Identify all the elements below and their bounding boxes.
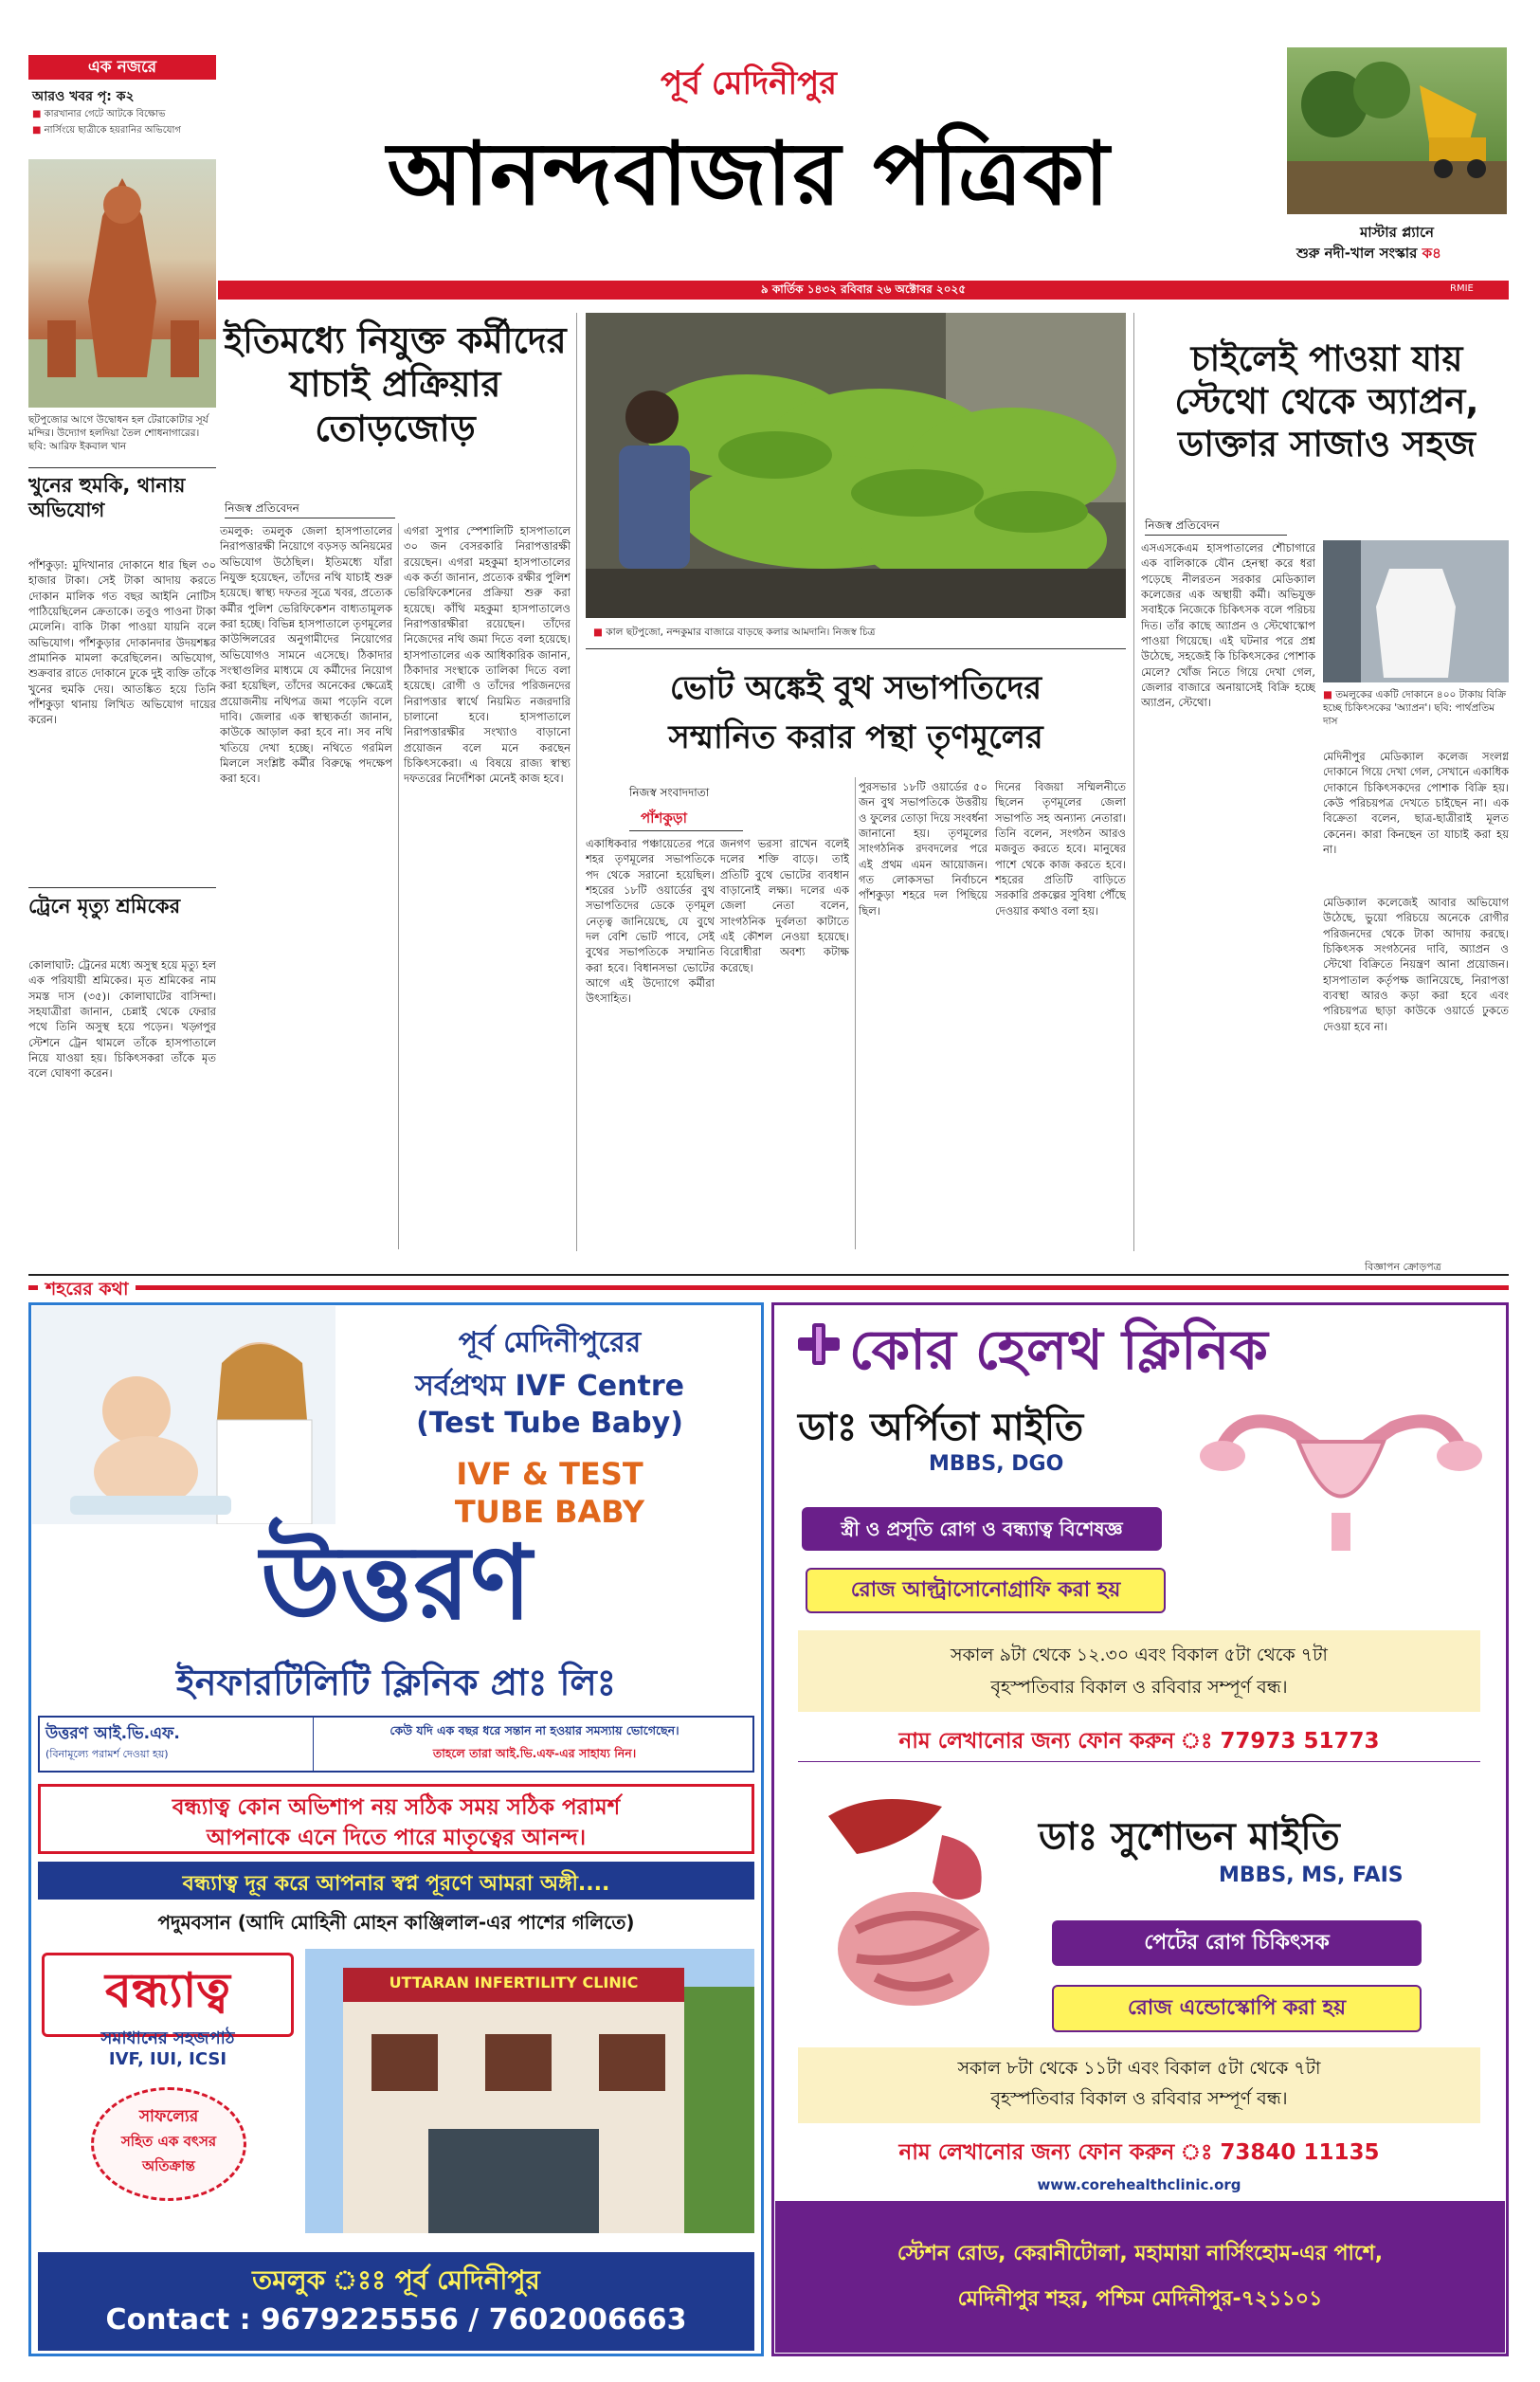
story-a-headline[interactable]: ইতিমধ্যে নিযুক্ত কর্মীদের যাচাই প্রক্রিয়ার তোড়জোড় — [224, 319, 567, 449]
uttaran-box-r2: তাহলে তারা আই.ভি.এফ-এর সাহায্য নিন। — [432, 1746, 637, 1760]
uttaran-red2: আপনাকে এনে দিতে পারে মাতৃত্বের আনন্দ। — [206, 1826, 587, 1850]
svc2-pill: রোজ এন্ডোস্কোপি করা হয় — [1052, 1985, 1422, 2032]
teaser-line2[interactable] — [1296, 243, 1441, 266]
story-b-col3: পুরসভার ১৮টি ওয়ার্ডের ৫০ জন বুথ সভাপতিকে উত্তরীয় ও ফুলের তোড়া দিয়ে সংবর্ধনা জানানো হয়। তৃণমূলের সাংগঠনিক রদবদলের পরে এই প্রথম এমন আয়োজন। গত লোকসভা নির্বাচনে পাঁশকুড়া শহরে দল পিছিয়ে ছিল। — [859, 780, 987, 918]
spec1-pill: স্ত্রী ও প্রসূতি রোগ ও বন্ধ্যাত্ব বিশেষজ্ঞ — [802, 1507, 1162, 1551]
left-story-2: কোলাঘাট: ট্রেনের মধ্যে অসুস্থ হয়ে মৃত্যু হল এক পরিযায়ী শ্রমিকের। মৃত শ্রমিকের নাম সমস্ত দাস (৩৫)। কোলাঘাটের বাসিন্দা। সহযাত্রীরা জানান, চেন্নাই থেকে ফেরার পথে তিনি অসুস্থ হয়ে পড়েন। খড়্গপুর স্টেশনে ট্রেন থামলে তাঁকে হাসপাতালে নিয়ে যাওয়া হয়। চিকিৎসকরা তাঁকে মৃত বলে ঘোষণা করেন। — [28, 958, 216, 1081]
uttaran-footer1: তমলুক ঃঃ পূর্ব মেদিনীপুর — [252, 2264, 540, 2296]
uttaran-address: পদুমবসান (আদি মোহিনী মোহন কাঞ্জিলাল-এর পাশের গলিতে) — [157, 1911, 635, 1934]
story-a-byline: নিজস্ব প্রতিবেদন — [225, 501, 299, 515]
more-news-ref[interactable]: আরও খবর পৃ: ক২ — [32, 89, 135, 104]
story-b-col4: দিনের বিজয়া সম্মিলনীতে ছিলেন তৃণমূলের জেলা সভাপতি সহ অন্যান্য নেতারা। তিনি বলেন, সংগঠন আরও মজবুত করতে হবে। মানুষের পাশে থেকে কাজ করতে হবে। শহরের প্রতিটি বাড়িতে সরকারি প্রকল্পের সুবিধা পৌঁছে দেওয়ার কথাও বলা হয়। — [995, 780, 1126, 918]
core-title: কোর হেলথ ক্লিনিক — [849, 1318, 1268, 1382]
ad-supplement-label: বিজ্ঞাপন ক্রোড়পত্র — [1365, 1261, 1441, 1273]
story-c-byline: নিজস্ব প্রতিবেদন — [1145, 518, 1220, 532]
bulldozer-photo — [1287, 47, 1507, 214]
story-a-col1: তমলুক: তমলুক জেলা হাসপাতালের নিরাপত্তারক্ষী নিয়োগে বড়সড় অনিয়মের অভিযোগ উঠেছিল। ইতিমধ্যে যাঁরা নিযুক্ত হয়েছেন, তাঁদের নথি যাচাই শুরু হয়েছে। স্বাস্থ্য দফতর সূত্রে খবর, প্রত্যেক কর্মীর পুলিশ ভেরিফিকেশন বাধ্যতামূলক করা হচ্ছে। বিভিন্ন হাসপাতালে তৃণমূলের কাউন্সিলরের অনুগামীদের নিয়োগের অভিযোগও সামনে এসেছে। ঠিকাদার সংস্থাগুলির মাধ্যমে যে কর্মীদের নিয়োগ করা হয়েছিল, তাঁদের অনেকের ক্ষেত্রেই প্রয়োজনীয় নথিপত্র জমা পড়েনি বলে দাবি। জেলার এক স্বাস্থ্যকর্তা জানান, কাউকে আড়াল করা হবে না। সব নথি খতিয়ে দেখা হচ্ছে। নথিতে গরমিল মিললে সংশ্লিষ্ট কর্মীর বিরুদ্ধে পদক্ষেপ করা হবে। — [220, 524, 392, 786]
story-b-byline: নিজস্ব সংবাদদাতা — [629, 786, 710, 799]
time2a: সকাল ৮টা থেকে ১১টা এবং বিকাল ৫টা থেকে ৭টা — [957, 2058, 1321, 2079]
uttaran-red1: বন্ধ্যাত্ব কোন অভিশাপ নয় সঠিক সময় সঠিক পরামর্শ — [172, 1795, 621, 1820]
doc1-name: ডাঃ অর্পিতা মাইতি — [798, 1406, 1084, 1449]
core-addr2: মেদিনীপুর শহর, পশ্চিম মেদিনীপুর-৭২১১০১ — [957, 2287, 1323, 2311]
uttaran-l1: পূর্ব মেদিনীপুরের — [458, 1326, 642, 1359]
paper-nameplate[interactable]: আনন্দবাজার পত্রিকা — [387, 122, 1111, 225]
banana-caption: ■ কাল ছটপুজো, নন্দকুমার বাজারে বাড়ছে কলার আমদানি। নিজস্ব চিত্র — [593, 627, 876, 638]
ek-nojore-title: এক নজরে — [28, 55, 216, 80]
uterus-illustration — [1185, 1390, 1497, 1551]
uttaran-l5: TUBE BABY — [454, 1494, 645, 1530]
teaser-text: শুরু নদী-খাল সংস্কার — [1296, 245, 1418, 262]
teaser-page: ক৪ — [1422, 245, 1441, 262]
digestive-illustration — [800, 1778, 1027, 2025]
section-title: শহরের কথা — [38, 1276, 136, 1306]
story-b-col2: জনগণ ভরসা রাখেন বলেই দলের শক্তি বাড়ে। তাই প্রতিটি বুথে ভোটের ব্যবধান বাড়ানোই লক্ষ্য। দলের এক জেলা নেতা বলেন, সাংগঠনিক দুর্বলতা কাটাতে এই কৌশল নেওয়া হয়েছে। বিরোধীরা অবশ্য কটাক্ষ করেছে। — [720, 837, 849, 974]
left-headline-2[interactable]: ট্রেনে মৃত্যু শ্রমিকের — [28, 895, 181, 918]
svc1-pill: রোজ আল্ট্রাসোনোগ্রাফি করা হয় — [806, 1568, 1166, 1613]
bullet-text: কারখানার গেটে আটকে বিক্ষোভ — [44, 109, 166, 119]
core-website[interactable]: www.corehealthclinic.org — [1037, 2176, 1241, 2193]
dateline: ৯ কার্তিক ১৪৩২ রবিবার ২৬ অক্টোবর ২০২৫ — [760, 282, 967, 296]
uttaran-sub: ইনফারটিলিটি ক্লিনিক প্রাঃ লিঃ — [175, 1662, 616, 1703]
seal-l1: সাফল্যের — [138, 2107, 199, 2126]
story-b-headline-1[interactable]: ভোট অঙ্কেই বুথ সভাপতিদের — [669, 669, 1042, 707]
doc2-degree: MBBS, MS, FAIS — [1219, 1864, 1404, 1887]
apron-caption: ■ তমলুকের একটি দোকানে ৪০০ টাকায় বিক্রি হচ্ছে চিকিৎসকের 'অ্যাপ্রন'। ছবি: পার্থপ্রতিম দাস — [1323, 689, 1507, 728]
uttaran-yellow: বন্ধ্যাত্ব দূর করে আপনার স্বপ্ন পূরণে আমরা অঙ্গী.... — [182, 1872, 610, 1896]
plus-icon — [796, 1321, 842, 1367]
uttaran-box-l1: উত্তরণ আই.ভি.এফ. — [45, 1724, 180, 1743]
time2b: বৃহস্পতিবার বিকাল ও রবিবার সম্পূর্ণ বন্ধ। — [990, 2088, 1288, 2109]
uttaran-brand: উত্তরণ — [260, 1524, 533, 1643]
doc1-degree: MBBS, DGO — [929, 1452, 1064, 1476]
uttaran-l4: IVF & TEST — [456, 1456, 643, 1492]
phone2[interactable]: নাম লেখানোর জন্য ফোন করুন ঃ 73840 11135 — [898, 2140, 1380, 2165]
caption-text: কাল ছটপুজো, নন্দকুমার বাজারে বাড়ছে কলার আমদানি। নিজস্ব চিত্র — [606, 627, 876, 638]
uttaran-left-sub2: IVF, IUI, ICSI — [108, 2049, 227, 2069]
left-story-1: পাঁশকুড়া: মুদিখানার দোকানে ধার ছিল ৩০ হাজার টাকা। সেই টাকা আদায় করতে দোকান মালিক গত বছর আইনি নোটিস পাঠিয়েছিলেন ক্রেতাকে। তবুও পাওনা টাকা মেলেনি। বাকি টাকা পাওয়া যায়নি বলে অভিযোগ। পাঁশকুড়ার দোকানদার উদয়শঙ্কর প্রামানিক মামলা করেছিলেন। অভিযোগ, শুক্রবার রাতে দোকানে ঢুকে দুই ব্যক্তি তাঁকে খুনের হুমকি দেয়। আতঙ্কিত হয়ে তিনি পাঁশকুড়া থানায় লিখিত অভিযোগ দায়ের করেন। — [28, 558, 216, 727]
seal-l2: সহিত এক বৎসর — [120, 2133, 217, 2150]
core-addr1: স্টেশন রোড, কেরানীটোলা, মহামায়া নার্সিংহোম-এর পাশে, — [897, 2242, 1384, 2265]
story-c-col3: মেডিক্যাল কলেজেই আবার অভিযোগ উঠেছে, ভুয়ো পরিচয়ে অনেকে রোগীর পরিজনদের থেকে টাকা আদায় করছে। চিকিৎসক সংগঠনের দাবি, অ্যাপ্রন ও স্টেথো বিক্রিতে নিয়ন্ত্রণ আনা প্রয়োজন। হাসপাতাল কর্তৃপক্ষ জানিয়েছে, নিরাপত্তা ব্যবস্থা আরও কড়া করা হবে এবং পরিচয়পত্র ছাড়া কাউকে ওয়ার্ডে ঢুকতে দেওয়া হবে না। — [1323, 896, 1509, 1033]
uttaran-contact[interactable]: Contact : 9679225556 / 7602006663 — [105, 2303, 687, 2337]
section-bar — [28, 1285, 1509, 1290]
left-headline-1[interactable]: খুনের হুমকি, থানায় অভিযোগ — [28, 474, 186, 521]
uttaran-box-l2: (বিনামূল্যে পরামর্শ দেওয়া হয়) — [45, 1748, 169, 1760]
apron-photo — [1323, 540, 1509, 682]
ek-nojore-caption: ছটপুজোর আগে উদ্বোধন হল টেরাকোটার সূর্য মন্দির। উদ্যোগ হলদিয়া তৈল শোধনাগারের। ছবি: আরিফ ইকবাল খান — [28, 414, 208, 453]
doc2-name: ডাঃ সুশোভন মাইতি — [1039, 1815, 1340, 1859]
spec2-pill: পেটের রোগ চিকিৎসক — [1052, 1920, 1422, 1966]
story-c-headline[interactable]: চাইলেই পাওয়া যায় স্টেথো থেকে অ্যাপ্রন, ডাক্তার সাজাও সহজ — [1174, 338, 1479, 465]
building-sign: UTTARAN INFERTILITY CLINIC — [389, 1973, 639, 1991]
baby-doctor-photo — [32, 1306, 335, 1524]
story-b-dateline: পাঁশকুড়া — [641, 809, 687, 827]
story-b-col1: একাধিকবার পঞ্চায়েতের পরে শহর তৃণমূলের সভাপতিকে পদ থেকে সরানো হয়েছিল। শহরের ১৮টি ওয়ার্ডের বুথ সভাপতিদের ডেকে তৃণমূল নেতৃত্ব জানিয়েছে, যে বুথে দল বেশি ভোট পাবে, সেই বুথের সভাপতিকে সম্মানিত করা হবে। বিধানসভা ভোটের আগে এই উদ্যোগে কর্মীরা উৎসাহিত। — [586, 837, 715, 1006]
uttaran-box-r1: কেউ যদি এক বছর ধরে সন্তান না হওয়ার সমস্যায় ভোগেছেন। — [390, 1723, 679, 1737]
time1a: সকাল ৯টা থেকে ১২.৩০ এবং বিকাল ৫টা থেকে ৭টা — [951, 1645, 1328, 1665]
uttaran-l2: সর্বপ্রথম IVF Centre — [415, 1370, 684, 1403]
terracotta-photo — [28, 159, 216, 408]
story-c-col1: এসএসকেএম হাসপাতালের শৌচাগারে এক বালিকাকে যৌন হেনস্থা করে ধরা পড়েছে নীলরতন সরকার মেডিক্যাল কলেজের এক অস্থায়ী কর্মী। অভিযুক্ত সবাইকে নিজেকে চিকিৎসক বলে পরিচয় দিত। তাঁর কাছে অ্যাপ্রন ও স্টেথোস্কোপ পাওয়া গিয়েছে। এই ঘটনার পরে প্রশ্ন উঠেছে, সহজেই কি চিকিৎসকের পোশাক মেলে? খোঁজ নিতে গিয়ে দেখা গেল, জেলার বাজারে অনায়াসেই বিক্রি হচ্ছে অ্যাপ্রন, স্টেথো। — [1141, 541, 1315, 710]
time1b: বৃহস্পতিবার বিকাল ও রবিবার সম্পূর্ণ বন্ধ। — [990, 1677, 1288, 1698]
seal-l3: অতিক্রান্ত — [142, 2157, 195, 2174]
core-address-bar — [775, 2201, 1505, 2353]
clinic-building-photo — [305, 1949, 754, 2233]
story-b-headline-2[interactable]: সম্মানিত করার পন্থা তৃণমূলের — [668, 718, 1043, 756]
uttaran-left-big: বন্ধ্যাত্ব — [42, 1953, 294, 2037]
phone1[interactable]: নাম লেখানোর জন্য ফোন করুন ঃ 77973 51773 — [898, 1729, 1380, 1754]
story-c-col2: মেদিনীপুর মেডিক্যাল কলেজ সংলগ্ন দোকানে গিয়ে দেখা গেল, সেখানে একাধিক দোকানে চিকিৎসকদের পোশাক বিক্রি হয়। কেউ পরিচয়পত্র দেখতে চাইছেন না। এক বিক্রেতা বলেন, ছাত্র-ছাত্রীরাই মূলত কেনেন। কারা কিনছেন তা যাচাই করা হয় না। — [1323, 750, 1509, 856]
story-a-col2: এগরা সুপার স্পেশালিটি হাসপাতালে ৩০ জন বেসরকারি নিরাপত্তারক্ষী রয়েছেন। এগরা মহকুমা হাসপাতালের এক কর্তা জানান, প্রত্যেক রক্ষীর পুলিশ ভেরিফিকেশনের প্রক্রিয়া শুরু করা হয়েছে। কাঁথি মহকুমা হাসপাতালেও নিরাপত্তারক্ষীরা রয়েছেন। তাঁদের নিজেদের নথি জমা দিতে বলা হয়েছে। হাসপাতালের এক আধিকারিক জানান, ঠিকাদার সংস্থাকে তালিকা দিতে বলা হয়েছে। রোগী ও তাঁদের পরিজনদের নিরাপত্তার স্বার্থে নিয়মিত নজরদারি চালানো হবে। হাসপাতালে নিরাপত্তারক্ষীর সংখ্যাও বাড়ানো প্রয়োজন বলে মনে করছেন চিকিৎসকেরা। এ বিষয়ে রাজ্য স্বাস্থ্য দফতরের নির্দেশিকা মেনেই কাজ হবে। — [404, 524, 571, 786]
uttaran-left-sub: সমাধানের সহজপাঠ — [100, 2028, 235, 2048]
uttaran-l3: (Test Tube Baby) — [416, 1407, 683, 1440]
edition-code: RMIE — [1450, 283, 1474, 294]
teaser-line1[interactable]: মাস্টার প্ল্যানে — [1359, 224, 1435, 241]
caption-text: তমলুকের একটি দোকানে ৪০০ টাকায় বিক্রি হচ্ছে চিকিৎসকের 'অ্যাপ্রন'। ছবি: পার্থপ্রতিম দাস — [1323, 689, 1507, 728]
bullet-text: নার্সিংয়ে ছাত্রীকে হয়রানির অভিযোগ — [44, 125, 181, 136]
banana-market-photo — [586, 313, 1126, 618]
district-title: পূর্ব মেদিনীপুর — [661, 64, 837, 102]
ek-nojore-bullet[interactable]: ■ নার্সিংয়ে ছাত্রীকে হয়রানির অভিযোগ — [32, 125, 181, 136]
ek-nojore-bullet[interactable]: ■ কারখানার গেটে আটকে বিক্ষোভ — [32, 109, 166, 119]
